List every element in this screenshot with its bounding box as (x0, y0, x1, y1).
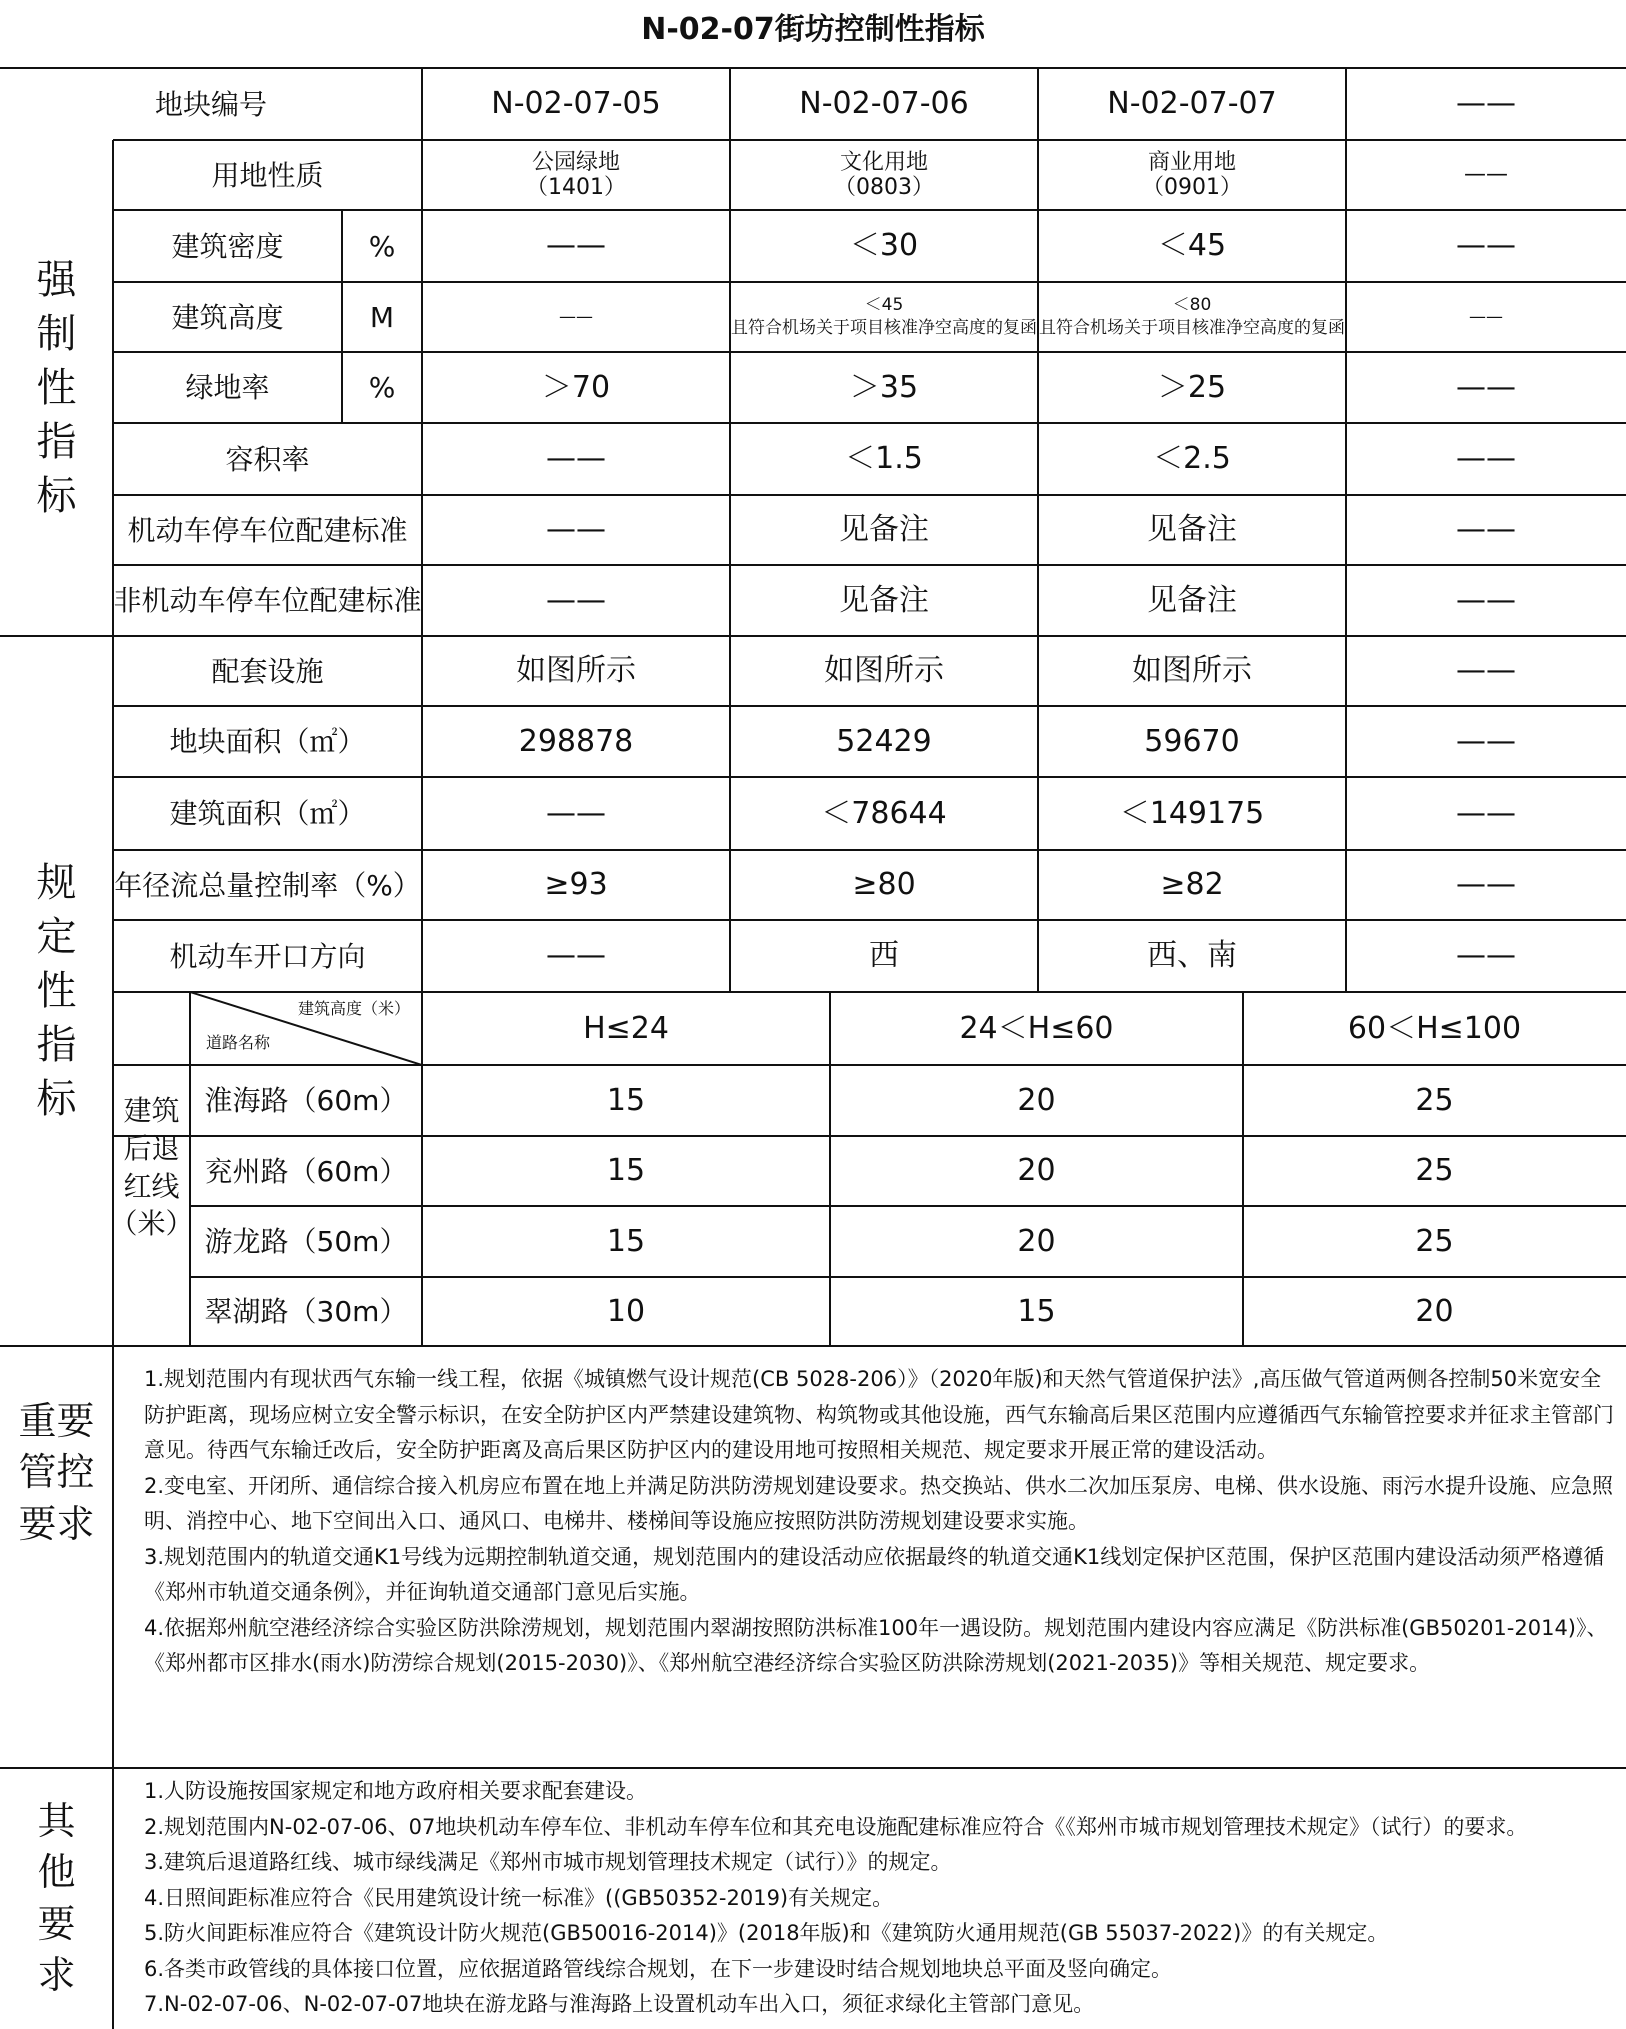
mandatory-row-label: 容积率 (225, 442, 310, 476)
mandatory-row-unit: % (368, 229, 396, 263)
setback-value: 15 (606, 1153, 646, 1189)
cell-line: ＜45 (864, 295, 904, 316)
regulatory-value: —— (1456, 867, 1516, 903)
regulatory-value: 298878 (518, 723, 634, 759)
parcel-id-4: —— (1456, 86, 1516, 122)
mandatory-row-label: 建筑密度 (171, 229, 284, 263)
note-item: 2.规划范围内N-02-07-06、07地块机动车停车位、非机动车停车位和其充电设施配建标准应符合《《郑州市城市规划管理技术规定》（试行）的要求。 (144, 1814, 1528, 1839)
setback-road-name: 翠湖路（30m） (204, 1295, 408, 1328)
setback-label (109, 992, 194, 1346)
group-label-line: 重要 (18, 1399, 95, 1443)
regulatory-value: —— (1456, 723, 1516, 759)
regulatory-row-label: 建筑面积（㎡） (169, 797, 366, 830)
regulatory-value: ＜78644 (821, 795, 947, 831)
mandatory-value: ＞25 (1157, 369, 1227, 405)
mandatory-group-label (0, 140, 113, 636)
group-label-char: 他 (37, 1850, 76, 1895)
mandatory-value: ＞35 (849, 369, 919, 405)
group-label-char: 性 (36, 365, 77, 411)
cell-line: （1401） (526, 175, 626, 200)
regulatory-row-label: 机动车开口方向 (169, 939, 366, 973)
setback-road-name: 游龙路（50m） (204, 1225, 408, 1258)
mandatory-row-unit: M (369, 300, 395, 334)
group-label-char: 指 (36, 1022, 77, 1068)
regulatory-value: ≥82 (1160, 867, 1224, 903)
regulatory-value: 59670 (1144, 723, 1240, 759)
grid-line (0, 1767, 1626, 1769)
parcel-id-1: N-02-07-05 (491, 86, 661, 122)
setback-label-line: 红线 (123, 1169, 180, 1203)
mandatory-value: —— (1456, 441, 1516, 477)
group-label-char: 标 (36, 473, 77, 519)
setback-value: 25 (1415, 1153, 1454, 1189)
mandatory-value: —— (1456, 582, 1516, 618)
mandatory-value: —— (546, 582, 606, 618)
setback-diag-bottom: 道路名称 (206, 1033, 271, 1052)
note-item: 4.依据郑州航空港经济综合实验区防洪除涝规划，规划范围内翠湖按照防洪标准100年一遇设防。规划范围内建设内容应满足《防洪标准(GB50201-2014)》、《郑州都市区排水(雨水)防涝综合规划(2015-2030)》、《郑州航空港经济综合实验区防洪除涝规划(2021-2035)》等相关规范、规定要求。 (144, 1615, 1608, 1675)
cell-line: 公园绿地 (531, 149, 620, 175)
mandatory-value: 见备注 (839, 582, 929, 618)
mandatory-value (1346, 282, 1626, 352)
mandatory-value (1038, 282, 1346, 352)
regulatory-value: 如图所示 (824, 653, 944, 689)
regulatory-value: ＜149175 (1119, 795, 1265, 831)
group-label-char: 性 (36, 968, 77, 1014)
group-label-char: 求 (37, 1952, 76, 1997)
regulatory-row-label: 配套设施 (211, 654, 324, 688)
note-item: 1.人防设施按国家规定和地方政府相关要求配套建设。 (144, 1779, 648, 1803)
mandatory-row-label: 机动车停车位配建标准 (127, 513, 408, 547)
setback-value: 15 (606, 1223, 646, 1259)
regulatory-row-label: 地块面积（㎡） (169, 725, 366, 758)
regulatory-group-label (0, 636, 113, 1346)
cell-line: —— (1469, 306, 1503, 327)
setback-road-name: 淮海路（60m） (204, 1084, 408, 1117)
note-item: 7.N-02-07-06、N-02-07-07地块在游龙路与淮海路上设置机动车出入口，须征求绿化主管部门意见。 (144, 1992, 1095, 2016)
setback-height-col: H≤24 (583, 1010, 669, 1046)
note-item: 2.变电室、开闭所、通信综合接入机房应布置在地上并满足防洪防涝规划建设要求。热交换站、供水二次加压泵房、电梯、供水设施、雨污水提升设施、应急照明、消控中心、地下空间出入口、通风口、电梯井、楼梯间等设施应按照防洪防涝规划建设要求实施。 (144, 1473, 1614, 1533)
cell-line: （0901） (1142, 175, 1242, 200)
setback-height-col: 24＜H≤60 (959, 1010, 1114, 1046)
setback-value: 15 (606, 1082, 646, 1118)
group-label-char: 强 (36, 257, 77, 303)
note-item: 4.日照间距标准应符合《民用建筑设计统一标准》((GB50352-2019)有关规定。 (144, 1885, 894, 1910)
mandatory-value: —— (1456, 369, 1516, 405)
setback-value: 20 (1017, 1153, 1056, 1189)
group-label-char: 其 (37, 1798, 76, 1843)
setback-value: 10 (606, 1293, 646, 1329)
mandatory-value: ＜30 (849, 228, 919, 264)
note-item: 6.各类市政管线的具体接口位置，应依据道路管线综合规划，在下一步建设时结合规划地块总平面及竖向确定。 (144, 1956, 1173, 1981)
cell-line: 文化用地 (839, 149, 928, 175)
cell-line: —— (559, 306, 593, 327)
cell-line: （0803） (834, 175, 934, 200)
regulatory-row-label: 年径流总量控制率（%） (114, 868, 421, 902)
regulatory-value: —— (1456, 653, 1516, 689)
setback-label-line: （米） (109, 1207, 194, 1241)
setback-height-col: 60＜H≤100 (1347, 1010, 1522, 1046)
cell-line: 商业用地 (1147, 149, 1236, 175)
cell-line: 且符合机场关于项目核准净空高度的复函 (731, 318, 1037, 338)
cell-line: 且符合机场关于项目核准净空高度的复函 (1039, 318, 1345, 338)
note-item: 5.防火间距标准应符合《建筑设计防火规范(GB50016-2014)》(2018年版)和《建筑防火通用规范(GB 55037-2022)》的有关规定。 (144, 1921, 1389, 1945)
group-label-line: 管控 (18, 1450, 95, 1495)
important-group-label (0, 1346, 113, 1768)
setback-label-line: 后退 (123, 1131, 180, 1165)
mandatory-value: ＜2.5 (1153, 441, 1231, 477)
setback-value: 15 (1017, 1293, 1056, 1329)
regulatory-value: ≥93 (544, 867, 608, 903)
regulatory-value: 52429 (836, 723, 932, 759)
mandatory-value (422, 140, 730, 210)
regulatory-value: 西 (869, 938, 899, 974)
regulatory-value: 如图所示 (516, 653, 636, 689)
mandatory-value (730, 282, 1038, 352)
regulatory-value: 如图所示 (1132, 653, 1252, 689)
setback-value: 20 (1415, 1293, 1454, 1329)
mandatory-value (1346, 140, 1626, 210)
group-label-char: 标 (36, 1076, 77, 1122)
setback-road-name: 兖州路（60m） (204, 1154, 408, 1188)
mandatory-value: —— (1456, 512, 1516, 548)
mandatory-value (422, 282, 730, 352)
mandatory-value: —— (546, 512, 606, 548)
mandatory-value (1038, 140, 1346, 210)
setback-value: 25 (1415, 1082, 1454, 1118)
note-item: 3.建筑后退道路红线、城市绿线满足《郑州市城市规划管理技术规定（试行）》的规定。 (144, 1850, 952, 1874)
mandatory-value: 见备注 (1147, 582, 1237, 618)
other-group-label (0, 1768, 113, 2029)
parcel-id-label: 地块编号 (154, 87, 267, 121)
group-label-char: 制 (36, 311, 77, 357)
regulatory-value: —— (1456, 795, 1516, 831)
mandatory-value: —— (546, 441, 606, 477)
note-item: 3.规划范围内的轨道交通K1号线为远期控制轨道交通，规划范围内的建设活动应依据最终的轨道交通K1线划定保护区范围，保护区范围内建设活动须严格遵循《郑州市轨道交通条例》，并征询轨道交通部门意见后实施。 (144, 1544, 1605, 1604)
regulatory-value: —— (546, 938, 606, 974)
mandatory-value: ＜1.5 (845, 441, 923, 477)
mandatory-row-label: 用地性质 (211, 158, 324, 192)
setback-value: 25 (1415, 1223, 1454, 1259)
setback-label-line: 建筑 (123, 1094, 180, 1127)
parcel-id-3: N-02-07-07 (1107, 86, 1277, 122)
group-label-char: 规 (36, 860, 77, 906)
mandatory-value: —— (1456, 228, 1516, 264)
parcel-id-2: N-02-07-06 (799, 86, 969, 122)
setback-diag-top: 建筑高度（米） (298, 999, 411, 1018)
setback-value: 20 (1017, 1223, 1056, 1259)
mandatory-row-label: 建筑高度 (171, 300, 284, 334)
regulatory-value: ≥80 (852, 867, 916, 903)
group-label-char: 要 (37, 1901, 76, 1946)
mandatory-value: —— (546, 228, 606, 264)
mandatory-value: ＞70 (541, 369, 611, 405)
mandatory-value: ＜45 (1157, 228, 1227, 264)
mandatory-value: 见备注 (1147, 512, 1237, 548)
regulatory-value: 西、南 (1147, 938, 1237, 974)
other-notes (144, 1774, 1619, 2023)
setback-value: 20 (1017, 1082, 1056, 1118)
group-label-char: 指 (36, 419, 77, 465)
group-label-char: 定 (36, 914, 77, 960)
cell-line: ＜80 (1172, 295, 1212, 316)
page-title: N-02-07街坊控制性指标 (641, 12, 985, 47)
regulatory-value: —— (546, 795, 606, 831)
regulatory-value: —— (1456, 938, 1516, 974)
important-notes (144, 1362, 1614, 1682)
mandatory-row-label: 非机动车停车位配建标准 (113, 584, 422, 617)
mandatory-value: 见备注 (839, 512, 929, 548)
group-label-line: 要求 (18, 1501, 95, 1546)
mandatory-row-unit: % (368, 371, 396, 404)
mandatory-value (730, 140, 1038, 210)
note-item: 1.规划范围内有现状西气东输一线工程，依据《城镇燃气设计规范(CB 5028-206）》（2020年版)和天然气管道保护法》,高压做气管道两侧各控制50米宽安全防护距离，现场应树立安全警示标识，在安全防护区内严禁建设建筑物、构筑物或其他设施，西气东输高后果区范围内应遵循西气东输管控要求并征求主管部门意见。待西气东输迁改后，安全防护距离及高后果区防护区内的建设用地可按照相关规范、规定要求开展正常的建设活动。 (144, 1367, 1614, 1462)
mandatory-row-label: 绿地率 (185, 371, 270, 404)
cell-line: —— (1464, 162, 1508, 188)
